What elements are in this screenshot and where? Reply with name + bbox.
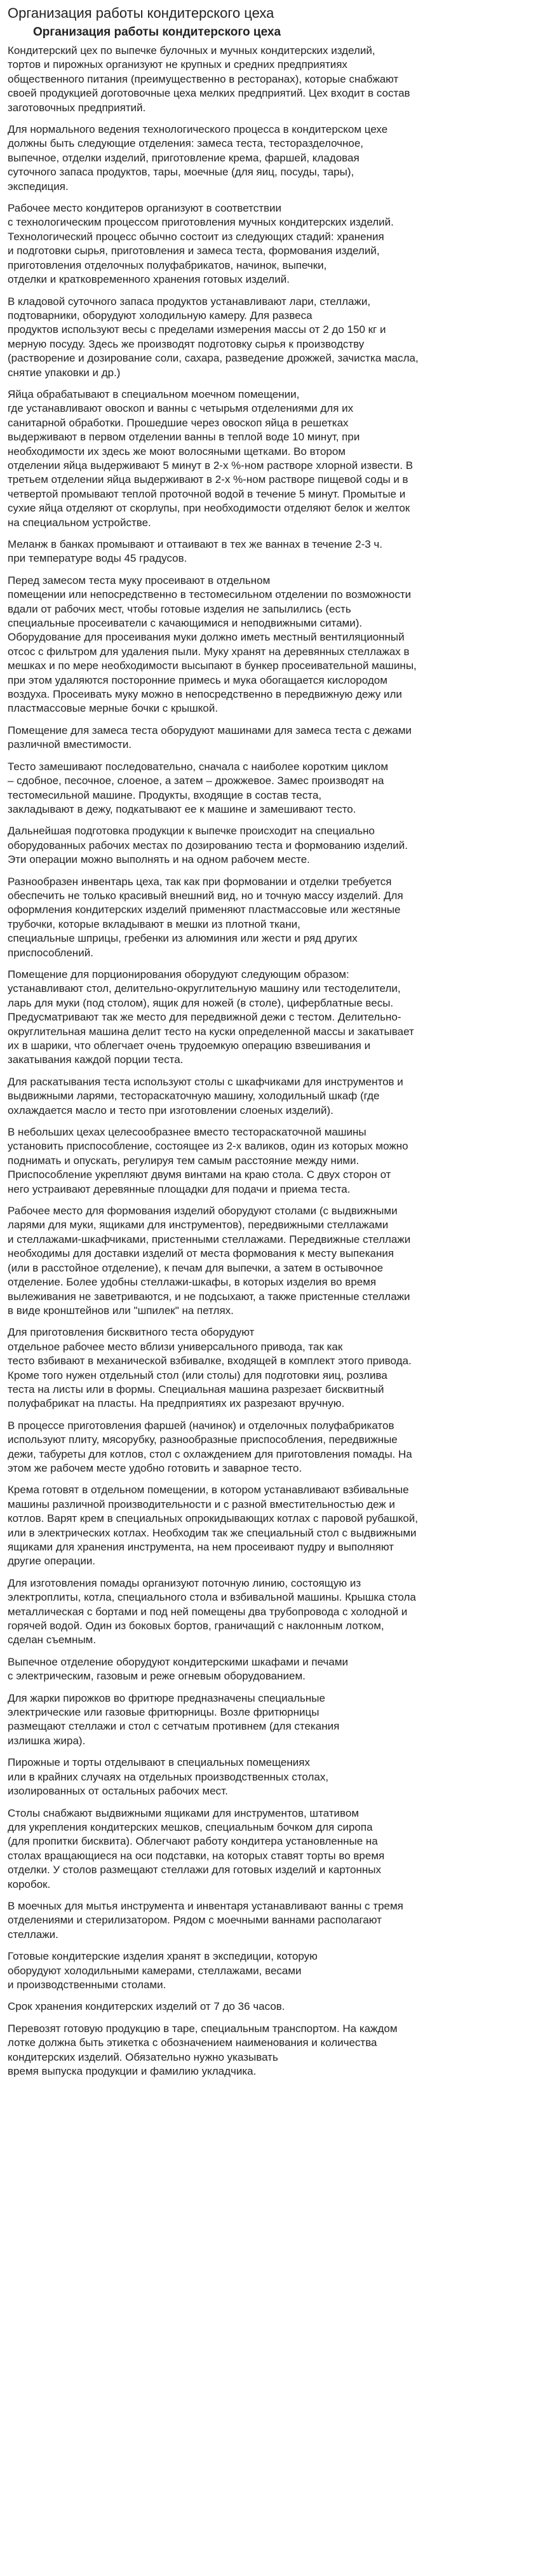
body-paragraph: Готовые кондитерские изделия хранят в экспедиции, которую оборудуют холодильными камерами, стеллажами, весами и производственными столами. <box>8 1950 318 1991</box>
body-paragraph: Помещение для замеса теста оборудуют машинами для замеса теста с дежами различной вместимости. <box>8 724 412 751</box>
body-paragraph: Рабочее место для формования изделий оборудуют столами (с выдвижными ларями для муки, ящиками для инструментов), передвижными стеллажами и стеллажами-шкафчиками, пристенными стеллажами. Передвижные стеллажи необходимы для доставки изделий от места формования к месту выпекания (или в расстойное отделение), к печам для выпечки, а затем в остывочное отделение. Более удобны стеллажи-шкафы, в которых изделия во время вылеживания не заветриваются, и не подсыхают, а также пристенные стеллажи в виде кронштейнов или "шпилек" на петлях. <box>8 1205 411 1317</box>
body-paragraph: Перевозят готовую продукцию в таре, специальным транспортом. На каждом лотке должна быть этикетка с обозначением наименования и количества кондитерских изделий. Обязательно нужно указывать время выпуска продукции и фамилию укладчика. <box>8 2022 398 2077</box>
body-paragraph: Выпечное отделение оборудуют кондитерскими шкафами и печами с электрическим, газовым и реже огневым оборудованием. <box>8 1655 349 1683</box>
body-paragraph: Меланж в банках промывают и оттаивают в тех же ваннах в течение 2-3 ч. при температуре воды 45 градусов. <box>8 538 382 565</box>
document-heading: Организация работы кондитерского цеха <box>33 25 281 39</box>
body-paragraph: В кладовой суточного запаса продуктов устанавливают лари, стеллажи, подтоварники, оборудуют холодильную камеру. Для развеса продуктов используют весы с пределами измерения массы от 2 до 150 кг и мерную посуду. Здесь же производят подготовку сырья к производству (растворение и дозирование соли, сахара, разведение дрожжей, зачистка масла, снятие упаковки и др.) <box>8 295 419 379</box>
body-paragraph: Крема готовят в отдельном помещении, в котором устанавливают взбивальные машины различной производительности и с разной вместительностью деж и котлов. Варят крем в специальных опрокидывающих котлах с паровой рубашкой, или в электрических котлах. Необходим так же специальный стол с выдвижными ящиками для хранения инструмента, на нем просеивают пудру и выполняют другие операции. <box>8 1484 419 1568</box>
body-paragraph: Разнообразен инвентарь цеха, так как при формовании и отделки требуется обеспечить не только красивый внешний вид, но и точную массу изделий. Для оформления кондитерских изделий применяют пластмассовые или жестяные трубочки, которые вкладывают в мешки из плотной ткани, специальные шприцы, гребенки из алюминия или жести и ряд других приспособлений. <box>8 875 403 959</box>
body-paragraph: В небольших цехах целесообразнее вместо тестораскаточной машины установить приспособление, состоящее из 2-х валиков, один из которых можно поднимать и опускать, регулируя тем самым расстояние между ними. Приспособление укрепляют двумя винтами на краю стола. С двух сторон от него устраивают деревянные площадки для подачи и приема теста. <box>8 1126 408 1195</box>
body-paragraph: Кондитерский цех по выпечке булочных и мучных кондитерских изделий, тортов и пирожных организуют не крупных и средних предприятиях общественного питания (преимущественно в ресторанах), которые снабжают своей продукцией доготовочные цеха мелких предприятий. Цех входит в состав заготовочных предприятий. <box>8 44 410 114</box>
body-paragraph: Тесто замешивают последовательно, сначала с наиболее коротким циклом – сдобное, песочное, слоеное, а затем – дрожжевое. Замес производят на тестомесильной машине. Продукты, входящие в состав теста, закладывают в дежу, подкатывают ее к машине и замешивают тесто. <box>8 760 389 815</box>
body-paragraph: Для жарки пирожков во фритюре предназначены специальные электрические или газовые фритюрницы. Возле фритюрницы размещают стеллажи и стол с сетчатым противнем (для стекания излишка жира). <box>8 1691 340 1747</box>
body-paragraph: Для изготовления помады организуют поточную линию, состоящую из электроплиты, котла, специального стола и взбивальной машины. Крышка стола металлическая с бортами и под ней помещены два трубопровода с холодной и горячей водой. Один из боковых бортов, граничащий с наклонным лотком, сделан съемным. <box>8 1576 416 1646</box>
page-title: Организация работы кондитерского цеха <box>8 5 274 21</box>
body-paragraph: Рабочее место кондитеров организуют в соответствии с технологическим процессом приготовления мучных кондитерских изделий. Технологический процесс обычно состоит из следующих стадий: хранения и подготовки сырья, приготовления и замеса теста, формования изделий, приготовления отделочных полуфабрикатов, начинок, выпечки, отделки и кратковременного хранения готовых изделий. <box>8 202 394 286</box>
body-paragraph: Срок хранения кондитерских изделий от 7 до 36 часов. <box>8 2000 285 2013</box>
body-paragraph: В процессе приготовления фаршей (начинок) и отделочных полуфабрикатов используют плиту, мясорубку, разнообразные приспособления, передвижные дежи, табуреты для котлов, стол с охлаждением для приготовления помады. На этом же рабочем месте удобно готовить и заварное тесто. <box>8 1419 412 1474</box>
body-paragraph: Перед замесом теста муку просеивают в отдельном помещении или непосредственно в тестомесильном отделении по возможности вдали от рабочих мест, чтобы готовые изделия не запылились (есть специальные просеиватели с качающимися и неподвижными ситами). Оборудование для просеивания муки должно иметь местный вентиляционный отсос с фильтром для удаления пыли. Муку хранят на деревянных стеллажах в мешках и по мере необходимости высыпают в бункер просеивательной машины, при этом удаляются посторонние примесь и мука обогащается кислородом воздуха. Просеивать муку можно в непосредственно в передвижную дежу или пластмассовые мерные бочки с крышкой. <box>8 574 417 715</box>
body-paragraph: Для приготовления бисквитного теста оборудуют отдельное рабочее место вблизи универсального привода, так как тесто взбивают в механической взбивалке, входящей в комплект этого привода. Кроме того нужен отдельный стол (или столы) для подготовки яиц, розлива теста на листы или в формы. Специальная машина разрезает бисквитный полуфабрикат на пласты. На предприятиях их разрезают вручную. <box>8 1326 412 1410</box>
body-paragraph: Пирожные и торты отделывают в специальных помещениях или в крайних случаях на отдельных производственных столах, изолированных от остальных рабочих мест. <box>8 1756 329 1798</box>
body-paragraph: Дальнейшая подготовка продукции к выпечке происходит на специально оборудованных рабочих местах по дозированию теста и формованию изделий. Эти операции можно выполнять и на одном рабочем месте. <box>8 825 408 866</box>
body-paragraph: Для раскатывания теста используют столы с шкафчиками для инструментов и выдвижными ларями, тестораскаточную машину, холодильный шкаф (где охлаждается масло и тесто при изготовлении слоеных изделий). <box>8 1075 403 1116</box>
body-paragraph: В моечных для мытья инструмента и инвентаря устанавливают ванны с тремя отделениями и стерилизатором. Рядом с моечными ваннами располагают стеллажи. <box>8 1899 403 1941</box>
body-paragraph: Яйца обрабатывают в специальном моечном помещении, где устанавливают овоскоп и ванны с четырьмя отделениями для их санитарной обработки. Прошедшие через овоскоп яйца в решетках выдерживают в первом отделении ванны в теплой воде 10 минут, при необходимости их здесь же моют волосяными щетками. Во втором отделении яйца выдерживают 5 минут в 2-х %-ном растворе хлорной извести. В третьем отделении яйца выдерживают в 2-х %-ном растворе пищевой соды и в четвертой промывают теплой проточной водой в течение 5 минут. Промытые и сухие яйца отделяют от скорлупы, при необходимости отделяют белок и желток на специальном устройстве. <box>8 388 414 529</box>
body-paragraph: Столы снабжают выдвижными ящиками для инструментов, штативом для укрепления кондитерских мешков, специальным бочком для сиропа (для пропитки бисквита). Облегчают работу кондитера установленные на столах вращающиеся на оси подставки, на которых ставят торты во время отделки. У столов размещают стеллажи для готовых изделий и картонных коробок. <box>8 1807 385 1890</box>
body-paragraph: Помещение для порционирования оборудуют следующим образом: устанавливают стол, делительно-округлительную машину или тестоделители, ларь для муки (под столом), ящик для ножей (в столе), циферблатные весы. Предусматривают так же место для передвижной дежи с тестом. Делительно- округлительная машина делит тесто на куски определенной массы и закатывает их в шарики, что облегчает очень трудоемкую операцию взвешивания и закатывания каждой порции теста. <box>8 968 414 1066</box>
body-paragraph: Для нормального ведения технологического процесса в кондитерском цехе должны быть следующие отделения: замеса теста, тесторазделочное, выпечное, отделки изделий, приготовление крема, фаршей, кладовая суточного запаса продуктов, тары, моечные (для яиц, посуды, тары), экспедиция. <box>8 123 388 193</box>
document-body <box>8 44 528 2078</box>
